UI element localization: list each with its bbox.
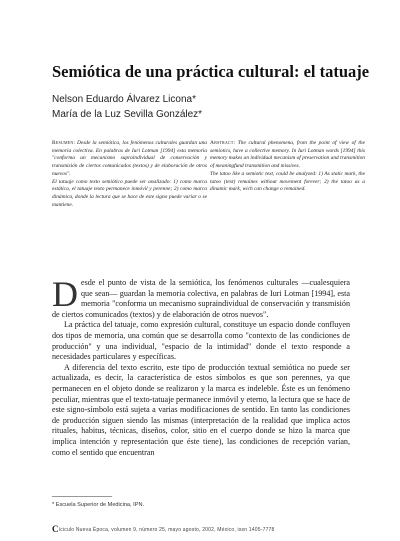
abstract-paragraph: The tatoo like a semiotic text, could be analyzed: 1) As static mark, the tatoo (text) remaines without movement forever; 2) the tatoo as a dinamic mark, wich can change o remained. [210, 170, 365, 193]
article-title: Semiótica de una práctica cultural: el tatuaje [52, 62, 370, 81]
article-body [52, 274, 350, 458]
body-paragraph [52, 274, 350, 320]
body-paragraph-text: esde el punto de vista de la semiótica, los fenómenos culturales —cualesquiera que sean— guardan la memoria colectiva, en palabras de Iuri Lotman [1994], esta memoria "conforma un mecanismo supraindividual de conservación y transmisión de ciertos comunicados (textos) y de elaboración de otros nuevos". [52, 278, 350, 319]
abstract-heading: Resumen: [52, 140, 76, 146]
abstract-paragraph [210, 140, 365, 171]
body-paragraph: A diferencia del texto escrito, este tipo de producción textual semiótica no puede ser actualizada, es decir, la característica de estos símbolos es que son perennes, ya que permanecen en el objeto donde se realizaron y la marca es indeleble. Éste es un fenómeno peculiar, mientras que el texto-tatuaje permanece inmóvil y eterno, la lectura que se hace de este signo-símbolo está sujeta a varias modificaciones de sentido. En tanto las condiciones de producción siguen siendo las mismas (interpretación de la realidad que implica actos rituales, habitus, técnicas, diseños, color, sitio en el cuerpo donde se hizo la marca que implica intención y representación que éste tiene), las condiciones de recepción varían, como el sentido que encuentran [52, 362, 350, 457]
footnote-divider [52, 496, 112, 497]
abstract-text: The cultural phenomena, from the point of view of the semiotics, have a collective memory. In Iuri Lotman words [1994] this memory makes an individual mecanism of preservation and transmition of meaningfund transmition and missives. [210, 140, 365, 170]
abstract-paragraph: El tatuaje como texto semiótico puede ser analizado: 1) como marca estática, el tatuaje texto permanece inmóvil y perenne; 2) como marca dinámica, donde la lectura que se hace de este signo puede variar o se mantiene. [52, 178, 207, 208]
author-name: Nelson Eduardo Álvarez Licona* [52, 94, 196, 105]
drop-cap: D [52, 274, 78, 314]
abstract-spanish [52, 140, 207, 209]
author-name: María de la Luz Sevilla González* [52, 109, 203, 120]
abstract-text: Desde la semiótica, los fenómenos culturales guardan una memoria colectiva. En palabras de Iuri Lotman [1994] esta memoria "conforma un mecanismo supraindividual de conservación y transmisión de ciertos comunicados (textos) y de elaboración de otros nuevos". [52, 140, 207, 177]
abstract-english [210, 140, 365, 194]
body-paragraph: La práctica del tatuaje, como expresión cultural, constituye un espacio donde confluyen dos tipos de memoria, una común que se desarrolla como "contexto de las condiciones de producción" y una individual, "espacio de la intimidad" donde el texto responde a necesidades particulares y específicas. [52, 320, 350, 362]
author-list [52, 92, 352, 122]
footer-citation: íciculo Nueva Época, volumen 9, número 25, mayo agosto, 2002, México, issn 1405-7778 [58, 527, 275, 533]
page-footer [52, 524, 362, 534]
abstract-heading: Abstract: [210, 140, 236, 146]
journal-logo: C [52, 524, 59, 534]
abstract-paragraph [52, 140, 207, 179]
footnote: * Escuela Superior de Medicina, IPN. [52, 502, 145, 508]
